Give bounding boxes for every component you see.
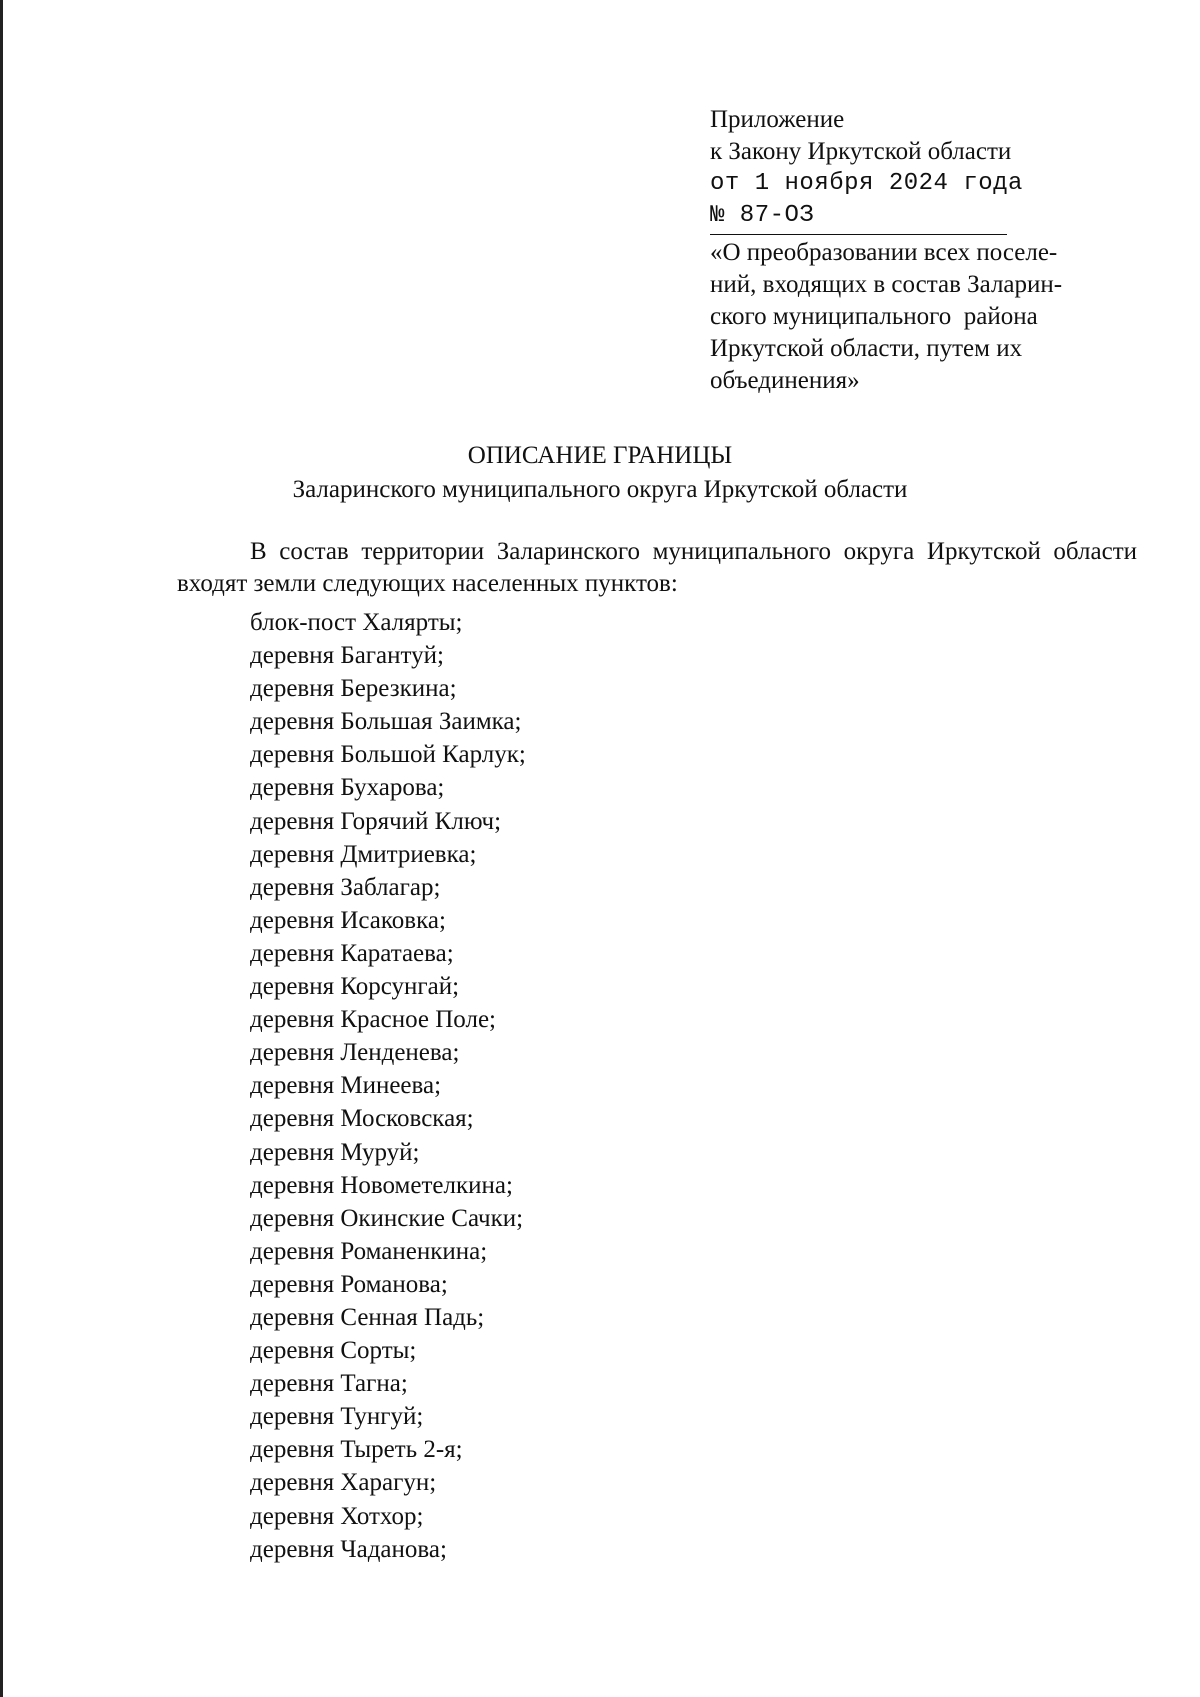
settlement-item: деревня Сенная Падь; bbox=[250, 1303, 485, 1331]
appendix-number: № 87-ОЗ bbox=[710, 200, 1007, 235]
settlement-item: деревня Хотхор; bbox=[250, 1502, 424, 1530]
settlement-item: деревня Тыреть 2-я; bbox=[250, 1436, 463, 1464]
settlement-item: деревня Исаковка; bbox=[250, 906, 446, 934]
settlement-item: деревня Тагна; bbox=[250, 1370, 408, 1398]
settlement-item: деревня Романенкина; bbox=[250, 1237, 488, 1265]
settlement-item: деревня Московская; bbox=[250, 1105, 474, 1133]
settlement-item: деревня Березкина; bbox=[250, 675, 457, 703]
settlement-item: деревня Большой Карлук; bbox=[250, 741, 526, 769]
settlement-item: деревня Сорты; bbox=[250, 1337, 417, 1365]
page-subtitle: Заларинского муниципального округа Иркутской области bbox=[292, 476, 908, 503]
settlement-item: деревня Каратаева; bbox=[250, 939, 454, 967]
settlement-item: деревня Новометелкина; bbox=[250, 1171, 513, 1199]
appendix-law-reference: к Закону Иркутской области bbox=[710, 138, 1012, 165]
appendix-header bbox=[710, 104, 1130, 397]
settlement-item: деревня Большая Заимка; bbox=[250, 708, 522, 736]
settlement-item: деревня Красное Поле; bbox=[250, 1006, 496, 1034]
settlement-item: деревня Романова; bbox=[250, 1270, 448, 1298]
settlement-item: деревня Дмитриевка; bbox=[250, 840, 477, 868]
settlement-item: деревня Харагун; bbox=[250, 1469, 437, 1497]
settlement-item: деревня Окинские Сачки; bbox=[250, 1204, 524, 1232]
settlement-item: деревня Бухарова; bbox=[250, 774, 445, 802]
settlement-item: деревня Чаданова; bbox=[250, 1535, 447, 1563]
law-title: «О преобразовании всех поселе- ний, входящих в состав Заларин- ского муниципального района Иркутской области, путем их объединения» bbox=[710, 239, 1063, 394]
settlement-list bbox=[250, 606, 526, 1566]
appendix-label: Приложение bbox=[710, 106, 845, 133]
settlement-item: деревня Тунгуй; bbox=[250, 1403, 424, 1431]
scan-edge bbox=[0, 0, 3, 1697]
settlement-item: деревня Муруй; bbox=[250, 1138, 420, 1166]
settlement-item: деревня Заблагар; bbox=[250, 873, 441, 901]
settlement-item: деревня Багантуй; bbox=[250, 642, 444, 670]
settlement-item: блок-пост Халярты; bbox=[250, 609, 463, 636]
settlement-item: деревня Ленденева; bbox=[250, 1039, 460, 1067]
settlement-item: деревня Минеева; bbox=[250, 1072, 442, 1100]
intro-paragraph: В состав территории Заларинского муниципального округа Иркутской области входят земли следующих населенных пунктов: bbox=[177, 538, 1137, 597]
page-title: ОПИСАНИЕ ГРАНИЦЫ bbox=[467, 442, 733, 469]
settlement-item: деревня Горячий Ключ; bbox=[250, 807, 502, 835]
settlement-item: деревня Корсунгай; bbox=[250, 973, 460, 1001]
appendix-date: от 1 ноября 2024 года bbox=[710, 170, 1023, 197]
